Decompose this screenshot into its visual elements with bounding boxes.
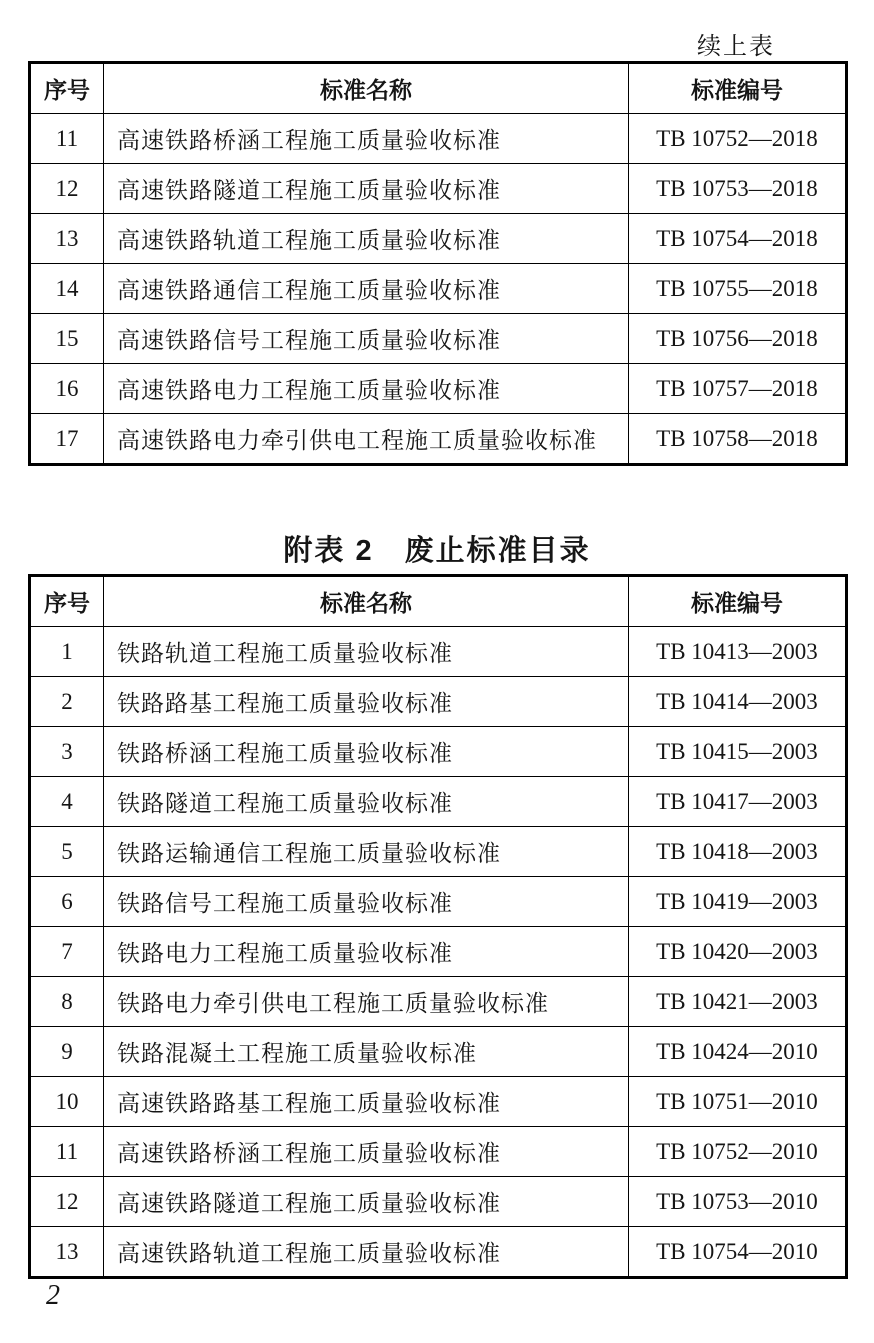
header-row xyxy=(30,63,847,114)
column-header-code: 标准编号 xyxy=(629,576,847,627)
row-number-cell: 13 xyxy=(30,214,104,264)
row-number-cell: 7 xyxy=(30,927,104,977)
standard-name-cell: 铁路混凝土工程施工质量验收标准 xyxy=(104,1027,629,1077)
column-header-no: 序号 xyxy=(30,576,104,627)
row-number-cell: 16 xyxy=(30,364,104,414)
standard-code-cell: TB 10414—2003 xyxy=(629,677,847,727)
standard-name-cell: 铁路电力工程施工质量验收标准 xyxy=(104,927,629,977)
standard-code-cell: TB 10415—2003 xyxy=(629,727,847,777)
standard-code-cell: TB 10758—2018 xyxy=(629,414,847,465)
standard-code-cell: TB 10420—2003 xyxy=(629,927,847,977)
standard-name-cell: 铁路路基工程施工质量验收标准 xyxy=(104,677,629,727)
standard-name-cell: 高速铁路信号工程施工质量验收标准 xyxy=(104,314,629,364)
standard-name-cell: 高速铁路路基工程施工质量验收标准 xyxy=(104,1077,629,1127)
standard-name-cell: 铁路轨道工程施工质量验收标准 xyxy=(104,627,629,677)
column-header-name: 标准名称 xyxy=(104,576,629,627)
row-number-cell: 12 xyxy=(30,164,104,214)
row-number-cell: 3 xyxy=(30,727,104,777)
standard-code-cell: TB 10753—2010 xyxy=(629,1177,847,1227)
table-row xyxy=(30,214,847,264)
standard-code-cell: TB 10424—2010 xyxy=(629,1027,847,1077)
standard-code-cell: TB 10757—2018 xyxy=(629,364,847,414)
row-number-cell: 2 xyxy=(30,677,104,727)
row-number-cell: 9 xyxy=(30,1027,104,1077)
table-row xyxy=(30,927,847,977)
table-row xyxy=(30,1127,847,1177)
standard-code-cell: TB 10418—2003 xyxy=(629,827,847,877)
page-number: 2 xyxy=(46,1280,60,1311)
table-row xyxy=(30,727,847,777)
table-row xyxy=(30,677,847,727)
column-header-code: 标准编号 xyxy=(629,63,847,114)
standard-code-cell: TB 10754—2010 xyxy=(629,1227,847,1278)
table-header xyxy=(30,576,847,627)
standard-name-cell: 铁路桥涵工程施工质量验收标准 xyxy=(104,727,629,777)
table-row xyxy=(30,264,847,314)
table-row xyxy=(30,877,847,927)
continued-from-previous-table-label: 续上表 xyxy=(697,34,775,60)
row-number-cell: 8 xyxy=(30,977,104,1027)
table-header xyxy=(30,63,847,114)
table-row xyxy=(30,314,847,364)
standard-name-cell: 铁路隧道工程施工质量验收标准 xyxy=(104,777,629,827)
appendix-table-2-title: 附表 2 废止标准目录 xyxy=(283,535,591,567)
row-number-cell: 14 xyxy=(30,264,104,314)
row-number-cell: 1 xyxy=(30,627,104,677)
standard-code-cell: TB 10419—2003 xyxy=(629,877,847,927)
standard-code-cell: TB 10753—2018 xyxy=(629,164,847,214)
standard-code-cell: TB 10756—2018 xyxy=(629,314,847,364)
row-number-cell: 10 xyxy=(30,1077,104,1127)
row-number-cell: 13 xyxy=(30,1227,104,1278)
standard-code-cell: TB 10754—2018 xyxy=(629,214,847,264)
standard-name-cell: 高速铁路桥涵工程施工质量验收标准 xyxy=(104,114,629,164)
standard-name-cell: 铁路信号工程施工质量验收标准 xyxy=(104,877,629,927)
table-body xyxy=(30,114,847,465)
row-number-cell: 15 xyxy=(30,314,104,364)
column-header-no: 序号 xyxy=(30,63,104,114)
standard-code-cell: TB 10752—2018 xyxy=(629,114,847,164)
standard-name-cell: 高速铁路通信工程施工质量验收标准 xyxy=(104,264,629,314)
standard-code-cell: TB 10413—2003 xyxy=(629,627,847,677)
standard-name-cell: 高速铁路桥涵工程施工质量验收标准 xyxy=(104,1127,629,1177)
table-row xyxy=(30,364,847,414)
table-row xyxy=(30,777,847,827)
standards-table-continued xyxy=(28,61,848,466)
table-row xyxy=(30,627,847,677)
standard-name-cell: 高速铁路隧道工程施工质量验收标准 xyxy=(104,164,629,214)
row-number-cell: 5 xyxy=(30,827,104,877)
standard-name-cell: 高速铁路轨道工程施工质量验收标准 xyxy=(104,1227,629,1278)
standard-name-cell: 铁路电力牵引供电工程施工质量验收标准 xyxy=(104,977,629,1027)
table-row xyxy=(30,827,847,877)
table-row xyxy=(30,1027,847,1077)
abolished-standards-table xyxy=(28,574,848,1279)
table-row xyxy=(30,164,847,214)
column-header-name: 标准名称 xyxy=(104,63,629,114)
header-row xyxy=(30,576,847,627)
table-row xyxy=(30,1227,847,1278)
standard-name-cell: 高速铁路轨道工程施工质量验收标准 xyxy=(104,214,629,264)
standard-code-cell: TB 10755—2018 xyxy=(629,264,847,314)
table-row xyxy=(30,414,847,465)
table-row xyxy=(30,114,847,164)
standard-code-cell: TB 10752—2010 xyxy=(629,1127,847,1177)
row-number-cell: 4 xyxy=(30,777,104,827)
standard-code-cell: TB 10421—2003 xyxy=(629,977,847,1027)
standard-name-cell: 高速铁路电力工程施工质量验收标准 xyxy=(104,364,629,414)
row-number-cell: 12 xyxy=(30,1177,104,1227)
row-number-cell: 17 xyxy=(30,414,104,465)
standard-code-cell: TB 10417—2003 xyxy=(629,777,847,827)
row-number-cell: 11 xyxy=(30,1127,104,1177)
standard-name-cell: 高速铁路电力牵引供电工程施工质量验收标准 xyxy=(104,414,629,465)
standard-name-cell: 高速铁路隧道工程施工质量验收标准 xyxy=(104,1177,629,1227)
standard-name-cell: 铁路运输通信工程施工质量验收标准 xyxy=(104,827,629,877)
row-number-cell: 11 xyxy=(30,114,104,164)
table-row xyxy=(30,1177,847,1227)
table-row xyxy=(30,977,847,1027)
standard-code-cell: TB 10751—2010 xyxy=(629,1077,847,1127)
table-row xyxy=(30,1077,847,1127)
table-body xyxy=(30,627,847,1278)
row-number-cell: 6 xyxy=(30,877,104,927)
